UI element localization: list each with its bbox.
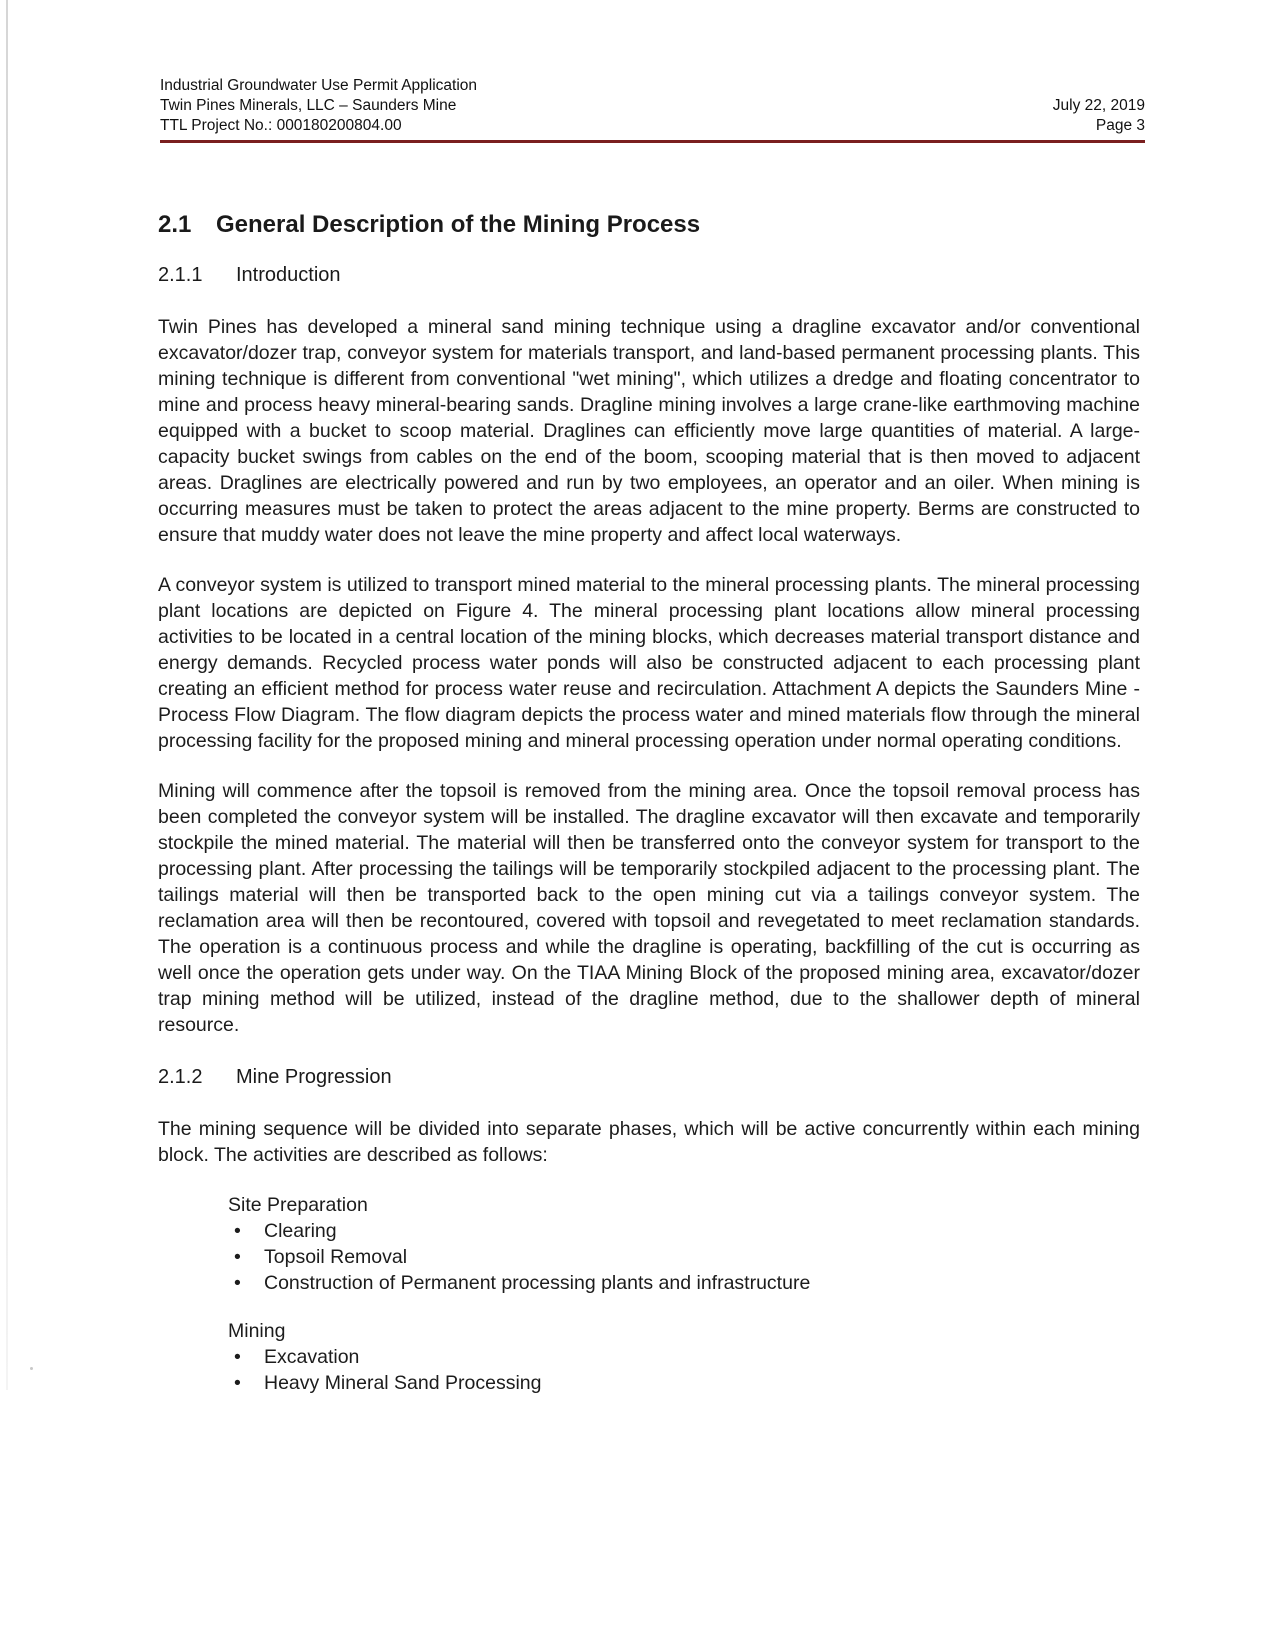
list-group-title: Site Preparation [228,1194,368,1216]
list-item-text: Clearing [264,1220,337,1242]
header-divider [160,140,1145,143]
bullet-icon: • [234,1220,241,1242]
scan-speck [30,1367,33,1370]
list-group-mining [228,1318,1140,1396]
list-item-text: Excavation [264,1346,360,1368]
bullet-list [228,1218,1140,1296]
subsection-number: 2.1.1 [158,264,203,286]
section-title: General Description of the Mining Process [216,211,701,238]
bullet-icon: • [234,1346,241,1368]
list-item [228,1270,1140,1296]
paragraph-intro-3: Mining will commence after the topsoil is removed from the mining area. Once the topsoil removal process has been completed the conveyor system will be installed. The dragline excavator will then excavate and temporarily stockpile the mined material. The material will then be transferred onto the conveyor system for transport to the processing plant. After processing the tailings will be temporarily stockpiled adjacent to the processing plant. The tailings material will then be transported back to the open mining cut via a tailings conveyor system. The reclamation area will then be recontoured, covered with topsoil and revegetated to meet reclamation standards. The operation is a continuous process and while the dragline is operating, backfilling of the cut is occurring as well once the operation gets under way. On the TIAA Mining Block of the proposed mining area, excavator/dozer trap mining method will be utilized, instead of the dragline method, due to the shallower depth of mineral resource. [158,780,1140,1036]
subsection-heading-introduction [158,262,1140,288]
paragraph-intro-2: A conveyor system is utilized to transport mined material to the mineral processing plants. The mineral processing plant locations are depicted on Figure 4. The mineral processing plant locations allow mineral processing activities to be located in a central location of the mining blocks, which decreases material transport distance and energy demands. Recycled process water ponds will also be constructed adjacent to each processing plant creating an efficient method for process water reuse and recirculation. Attachment A depicts the Saunders Mine - Process Flow Diagram. The flow diagram depicts the process water and mined materials flow through the mineral processing facility for the proposed mining and mineral processing operation under normal operating conditions. [158,574,1140,752]
bullet-icon: • [234,1372,241,1394]
list-item [228,1244,1140,1270]
subsection-title: Introduction [236,264,341,286]
subsection-heading-mine-progression [158,1064,1140,1090]
header-line-client: Twin Pines Minerals, LLC – Saunders Mine [160,97,457,114]
header-date: July 22, 2019 [1052,97,1145,114]
scan-edge-shadow [6,0,8,1390]
section-number: 2.1 [158,211,192,238]
header-date-page [1053,96,1145,136]
bullet-list [228,1344,1140,1396]
paragraph-mine-progression: The mining sequence will be divided into separate phases, which will be active concurrently within each mining block. The activities are described as follows: [158,1118,1140,1166]
header-page-number: Page 3 [1095,117,1145,134]
list-item-text: Topsoil Removal [264,1246,408,1268]
list-group-site-preparation [228,1192,1140,1296]
list-item [228,1370,1140,1396]
header-line-project: TTL Project No.: 000180200804.00 [160,117,402,134]
section-heading [158,210,1140,240]
list-item-text: Heavy Mineral Sand Processing [264,1372,542,1394]
bullet-icon: • [234,1246,241,1268]
page-header [160,76,1145,140]
subsection-title: Mine Progression [236,1066,392,1088]
list-group-title: Mining [228,1320,286,1342]
bullet-icon: • [234,1272,241,1294]
header-document-info [160,76,477,136]
list-item [228,1344,1140,1370]
list-item-text: Construction of Permanent processing plants and infrastructure [264,1272,811,1294]
header-line-title: Industrial Groundwater Use Permit Application [160,77,478,94]
document-body [158,210,1140,1396]
list-item [228,1218,1140,1244]
paragraph-intro-1: Twin Pines has developed a mineral sand mining technique using a dragline excavator and/or conventional excavator/dozer trap, conveyor system for materials transport, and land-based permanent processing plants. This mining technique is different from conventional "wet mining", which utilizes a dredge and floating concentrator to mine and process heavy mineral-bearing sands. Dragline mining involves a large crane-like earthmoving machine equipped with a bucket to scoop material. Draglines can efficiently move large quantities of material. A large-capacity bucket swings from cables on the end of the boom, scooping material that is then moved to adjacent areas. Draglines are electrically powered and run by two employees, an operator and an oiler. When mining is occurring measures must be taken to protect the areas adjacent to the mine property. Berms are constructed to ensure that muddy water does not leave the mine property and affect local waterways. [158,316,1140,546]
subsection-number: 2.1.2 [158,1066,203,1088]
